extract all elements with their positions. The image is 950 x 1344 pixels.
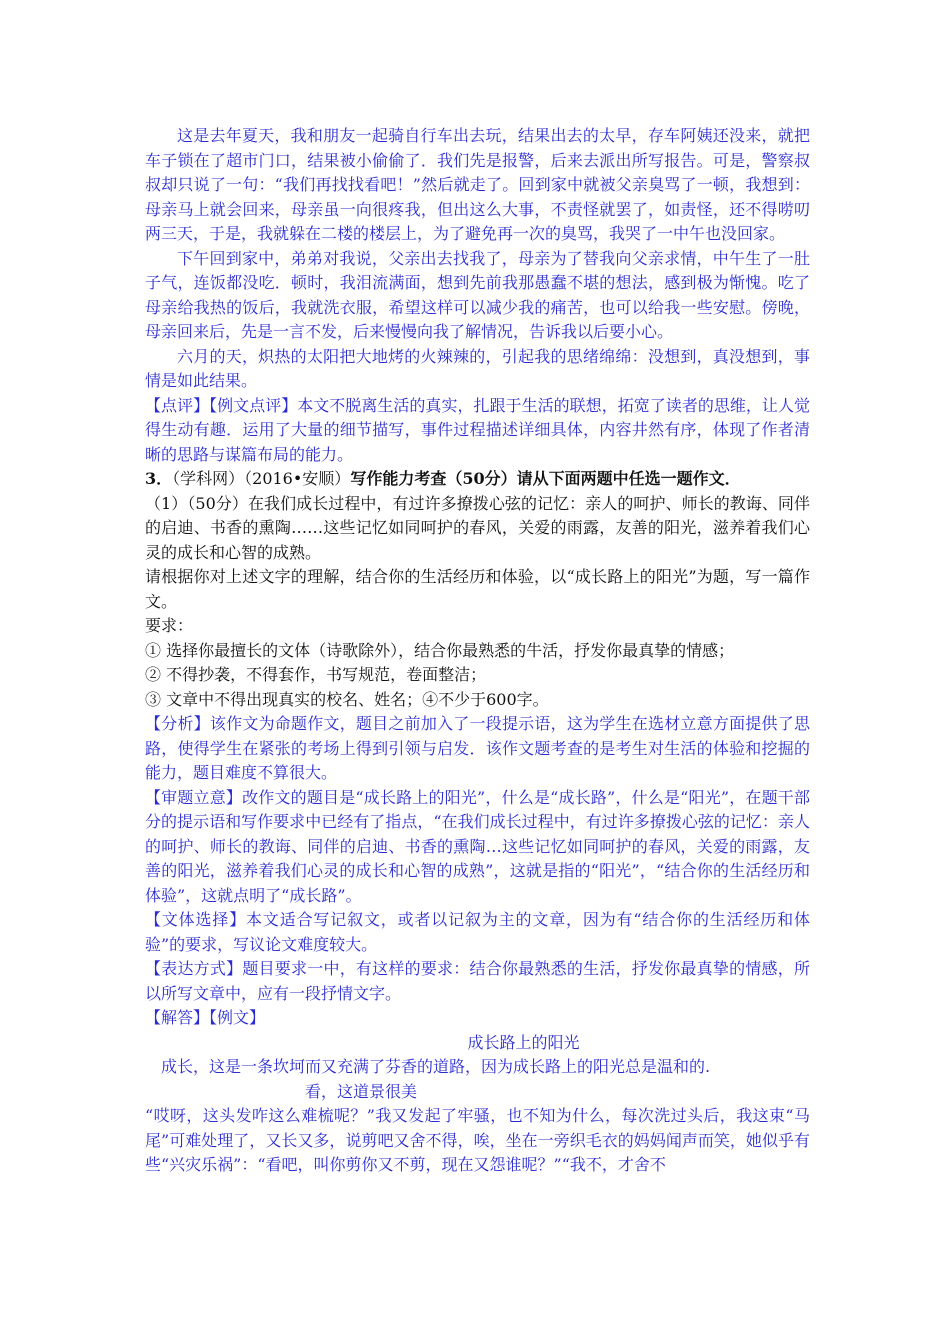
document-page: [145, 124, 810, 1178]
theme-paragraph: 【审题立意】改作文的题目是“成长路上的阳光”，什么是“成长路”，什么是“阳光”，在题干部分的提示语和写作要求中已经有了指点，“在我们成长过程中，有过许多撩拨心弦的记忆：亲人的呵护、师长的教诲、同伴的启迪、书香的熏陶…这些记忆如同呵护的春风，关爱的雨露，友善的阳光，滋养着我们心灵的成长和心智的成熟”，这就是指的“阳光”，“结合你的生活经历和体验”，这就点明了“成长路”。: [145, 787, 810, 905]
sample-essay-subtitle: 看，这道景很美: [305, 1081, 418, 1101]
essay-paragraph-1: 这是去年夏天，我和朋友一起骑自行车出去玩，结果出去的太早，存车阿姨还没来，就把车子锁在了超市门口，结果被小偷偷了．我们先是报警，后来去派出所写报告。可是，警察叔叔却只说了一句：“我们再找找看吧！”然后就走了。回到家中就被父亲臭骂了一顿，我想到：母亲马上就会回来，母亲虽一向很疼我，但出这么大事，不责怪就罢了，如责怪，还不得唠叨两三天，于是，我就躲在二楼的楼层上，为了避免再一次的臭骂，我哭了一中午也没回家。: [145, 126, 810, 243]
question-number: 3．: [145, 469, 173, 488]
question-3-heading: [145, 467, 810, 492]
requirement-2: ② 不得抄袭，不得套作，书写规范，卷面整洁；: [145, 665, 487, 684]
sample-essay-intro: 成长，这是一条坎坷而又充满了芬香的道路，因为成长路上的阳光总是温和的.: [161, 1057, 711, 1076]
requirement-3: ③ 文章中不得出现真实的校名、姓名；④不少于600字。: [145, 689, 549, 709]
sample-essay-title: 成长路上的阳光: [467, 1032, 580, 1052]
comment-paragraph: 【点评】【例文点评】本文不脱离生活的真实，扎跟于生活的联想，拓宽了读者的思维，让人觉得生动有趣．运用了大量的细节描写，事件过程描述详细具体，内容井然有序，体现了作者清晰的思路与谋篇布局的能力。: [145, 395, 810, 464]
requirement-1: ① 选择你最擅长的文体（诗歌除外），结合你最熟悉的牛活，抒发你最真挚的情感；: [145, 640, 735, 660]
requirements-label: 要求：: [145, 616, 194, 635]
essay-paragraph-3: 六月的天，炽热的太阳把大地烤的火辣辣的，引起我的思绪绵绵：没想到，真没想到，事情是如此结果。: [145, 346, 810, 390]
expression-paragraph: 【表达方式】题目要求一中，有这样的要求：结合你最熟悉的生活，抒发你最真挚的情感，所以所写文章中，应有一段抒情文字。: [145, 959, 810, 1003]
essay-paragraph-2: 下午回到家中，弟弟对我说，父亲出去找我了，母亲为了替我向父亲求情，中午生了一肚子气，连饭都没吃．顿时，我泪流满面，想到先前我那愚蠢不堪的想法，感到极为惭愧。吃了母亲给我热的饭后，我就洗衣服，希望这样可以减少我的痛苦，也可以给我一些安慰。傍晚，母亲回来后，先是一言不发，后来慢慢向我了解情况，告诉我以后要小心。: [145, 248, 810, 341]
analysis-paragraph: 【分析】该作文为命题作文，题目之前加入了一段提示语，这为学生在选材立意方面提供了思路，使得学生在紧张的考场上得到引领与启发．该作文题考查的是考生对生活的体验和挖掘的能力，题目难度不算很大。: [145, 714, 810, 782]
sample-essay-paragraph: “哎呀，这头发咋这么难梳呢？”我又发起了牢骚，也不知为什么，每次洗过头后，我这束“马尾”可难处理了，又长又多，说剪吧又舍不得，唉，坐在一旁织毛衣的妈妈闻声而笑，她似乎有些“兴灾乐祸”：“看吧，叫你剪你又不剪，现在又怨谁呢？”“我不，才舍不: [145, 1106, 810, 1174]
question-title: 写作能力考查（50分）请从下面两题中任选一题作文．: [350, 469, 741, 488]
question-source: （学科网）（2016•安顺）: [172, 469, 351, 488]
answer-label: 【解答】【例文】: [145, 1008, 266, 1027]
question-part-1: （1）（50分）在我们成长过程中，有过许多撩拨心弦的记忆：亲人的呵护、师长的教诲、同伴的启迪、书香的熏陶……这些记忆如同呵护的春风，关爱的雨露，友善的阳光，滋养着我们心灵的成长和心智的成熟。: [145, 493, 810, 562]
style-paragraph: 【文体选择】本文适合写记叙文，或者以记叙为主的文章，因为有“结合你的生活经历和体验”的要求，写议论文难度较大。: [145, 910, 810, 954]
question-prompt: 请根据你对上述文字的理解，结合你的生活经历和体验，以“成长路上的阳光”为题，写一篇作文。: [145, 567, 810, 611]
